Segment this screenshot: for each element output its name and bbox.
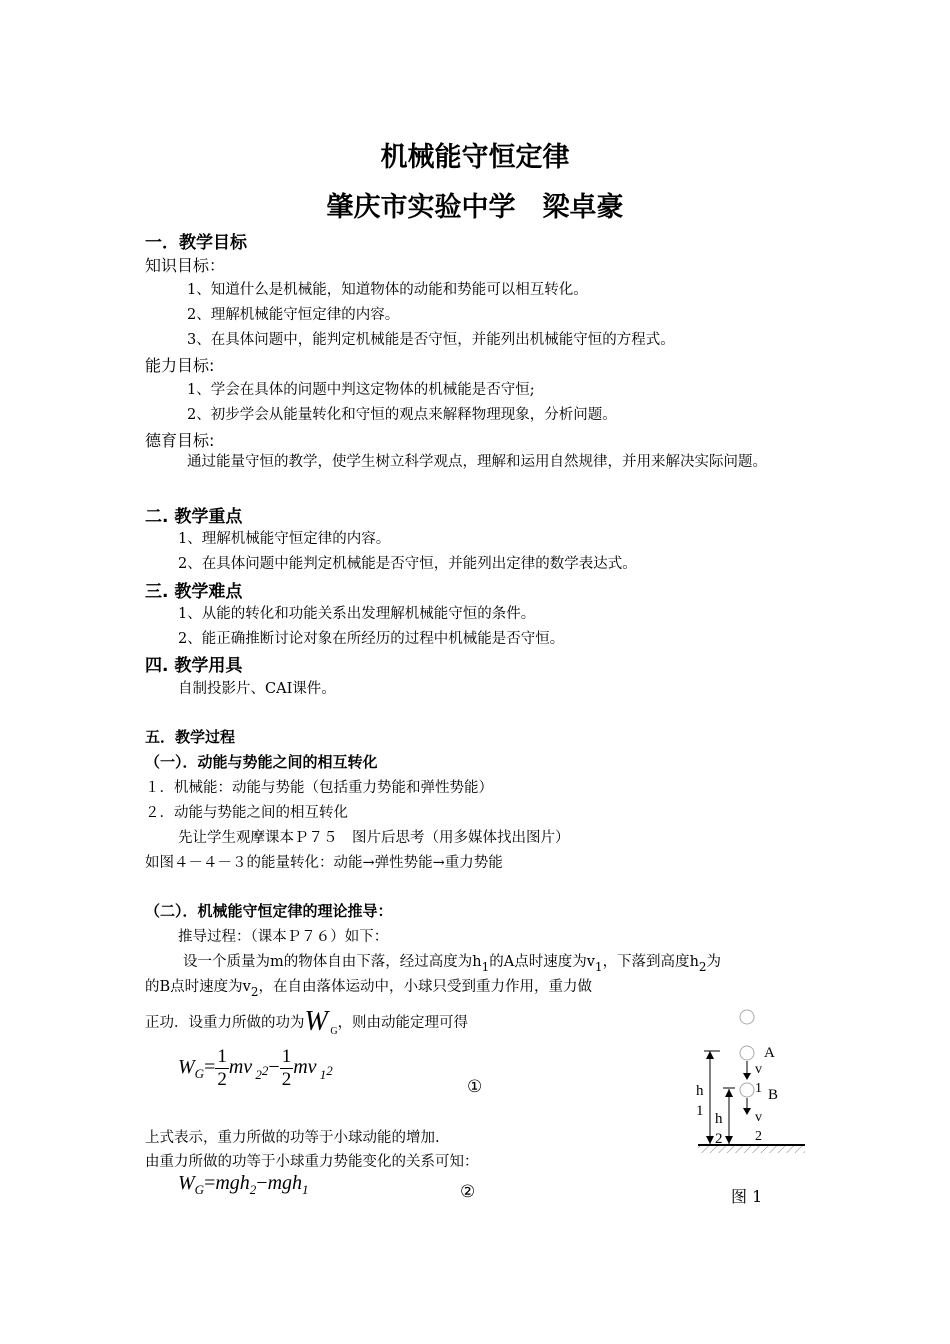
section-5-heading: 五．教学过程 — [145, 728, 236, 746]
h1-arrow-down — [706, 1136, 714, 1144]
label-h2-h: h — [715, 1111, 723, 1127]
label-h2-sub: 2 — [715, 1131, 723, 1147]
label-v1-v: v — [755, 1062, 762, 1077]
label-h1-h: h — [696, 1083, 704, 1099]
part-2-para-line-1 — [183, 950, 721, 974]
tools-text: 自制投影片、CAI课件。 — [178, 681, 336, 697]
fraction-half-2: $\frac{1}{2}$ — [281, 1046, 292, 1090]
figure-caption: 图 1 — [731, 1187, 763, 1206]
difficult-item-1: 1、从能的转化和功能关系出发理解机械能守恒的条件。 — [178, 606, 536, 622]
part-2-para-line-2 — [145, 975, 592, 999]
part-2-text-e: 的B点时速度为 — [145, 979, 243, 995]
label-v2-v: v — [755, 1110, 762, 1125]
section-2-heading: 二. 教学重点 — [145, 507, 243, 527]
part-1-item-2: ２．动能与势能之间的相互转化 — [145, 805, 348, 821]
label-h1-sub: 1 — [696, 1103, 704, 1119]
part-1-heading: （一）．动能与势能之间的相互转化 — [145, 753, 378, 771]
part-2-heading: （二）．机械能守恒定律的理论推导： — [145, 902, 393, 920]
moral-label: 德育目标: — [145, 431, 215, 450]
key-item-1: 1、理解机械能守恒定律的内容。 — [178, 531, 391, 547]
h2-symbol: $h_2$ — [689, 954, 707, 974]
work-symbol: W G — [304, 1006, 338, 1037]
after-eq1-line: 上式表示，重力所做的功等于小球动能的增加. — [145, 1130, 440, 1146]
equation-1: $W_G=$ $\frac{1}{2}$ mv $_2$2− $\frac{1}{2}$ mv $_1$2 — [178, 1046, 333, 1090]
ability-item-2: 2、初步学会从能量转化和守恒的观点来解释物理现象，分析问题。 — [187, 407, 617, 423]
equation-2: $W_G=mgh_2-mgh_1$ — [178, 1172, 309, 1197]
ball-a — [740, 1046, 754, 1060]
difficult-item-2: 2、能正确推断讨论对象在所经历的过程中机械能是否守恒。 — [178, 631, 565, 647]
moral-text: 通过能量守恒的教学，使学生树立科学观点，理解和运用自然规律，并用来解决实际问题。 — [187, 454, 767, 470]
key-item-2: 2、在具体问题中能判定机械能是否守恒，并能列出定律的数学表达式。 — [178, 556, 637, 572]
part-2-text-a: 设一个质量为m的物体自由下落，经过高度为 — [183, 954, 473, 970]
equation-2-number: ② — [460, 1182, 476, 1202]
section-4-heading: 四. 教学用具 — [145, 656, 243, 676]
knowledge-item-2: 2、理解机械能守恒定律的内容。 — [187, 307, 400, 323]
ball-b — [740, 1083, 754, 1097]
h2-arrow-up — [725, 1089, 733, 1097]
h1-symbol: $h_1$ — [472, 954, 490, 974]
part-2-line-1: 推导过程：（课本Ｐ７６）如下： — [178, 929, 389, 945]
page-title: 机械能守恒定律 — [380, 142, 570, 173]
knowledge-label: 知识目标： — [145, 256, 226, 275]
h2-arrow-down — [725, 1136, 733, 1144]
knowledge-item-1: 1、知道什么是机械能，知道物体的动能和势能可以相互转化。 — [187, 282, 588, 298]
label-b: B — [768, 1087, 779, 1103]
ability-label: 能力目标: — [145, 356, 215, 375]
v1-symbol: $v_1$ — [586, 954, 603, 974]
h1-arrow-up — [706, 1051, 714, 1059]
label-a: A — [764, 1045, 775, 1061]
part-2-text-b: 的A点时速度为 — [489, 954, 587, 970]
part-2-para-line-3 — [145, 1006, 468, 1038]
section-3-heading: 三. 教学难点 — [145, 582, 243, 602]
equation-1-number: ① — [467, 1077, 483, 1097]
knowledge-item-3: 3、在具体问题中，能判定机械能是否守恒，并能列出机械能守恒的方程式。 — [187, 332, 675, 348]
falling-ball-figure — [690, 1003, 815, 1168]
ability-item-1: 1、学会在具体的问题中判这定物体的机械能是否守恒; — [187, 382, 535, 398]
part-2-text-f: ，在自由落体运动中，小球只受到重力作用，重力做 — [258, 979, 592, 995]
section-1-heading: 一．教学目标 — [145, 233, 247, 253]
v2-arrow-head — [743, 1108, 751, 1115]
part-2-text-d: 为 — [706, 954, 722, 970]
part-2-text-h: ，则由动能定理可得 — [337, 1015, 469, 1031]
part-2-text-c: ，下落到高度 — [602, 954, 690, 970]
part-2-text-g: 正功．设重力所做的功为 — [145, 1015, 305, 1031]
author-line: 肇庆市实验中学 梁卓豪 — [326, 192, 624, 223]
label-v2-sub: 2 — [755, 1129, 762, 1144]
part-1-line-3: 先让学生观摩课本Ｐ７５ 图片后思考（用多媒体找出图片） — [178, 830, 570, 846]
ground-hatch — [698, 1146, 805, 1153]
fraction-half-1: $\frac{1}{2}$ — [217, 1046, 227, 1090]
part-1-item-1: １．机械能：动能与势能（包括重力势能和弹性势能） — [145, 780, 493, 796]
ball-start — [740, 1010, 754, 1024]
v1-arrow-head — [743, 1073, 751, 1080]
v2-symbol: $v_2$ — [242, 979, 259, 999]
label-v1-sub: 1 — [755, 1081, 762, 1096]
part-1-line-4: 如图４－４－３的能量转化：动能→弹性势能→重力势能 — [145, 855, 503, 871]
after-eq1-line-b: 由重力所做的功等于小球重力势能变化的关系可知： — [145, 1154, 479, 1170]
